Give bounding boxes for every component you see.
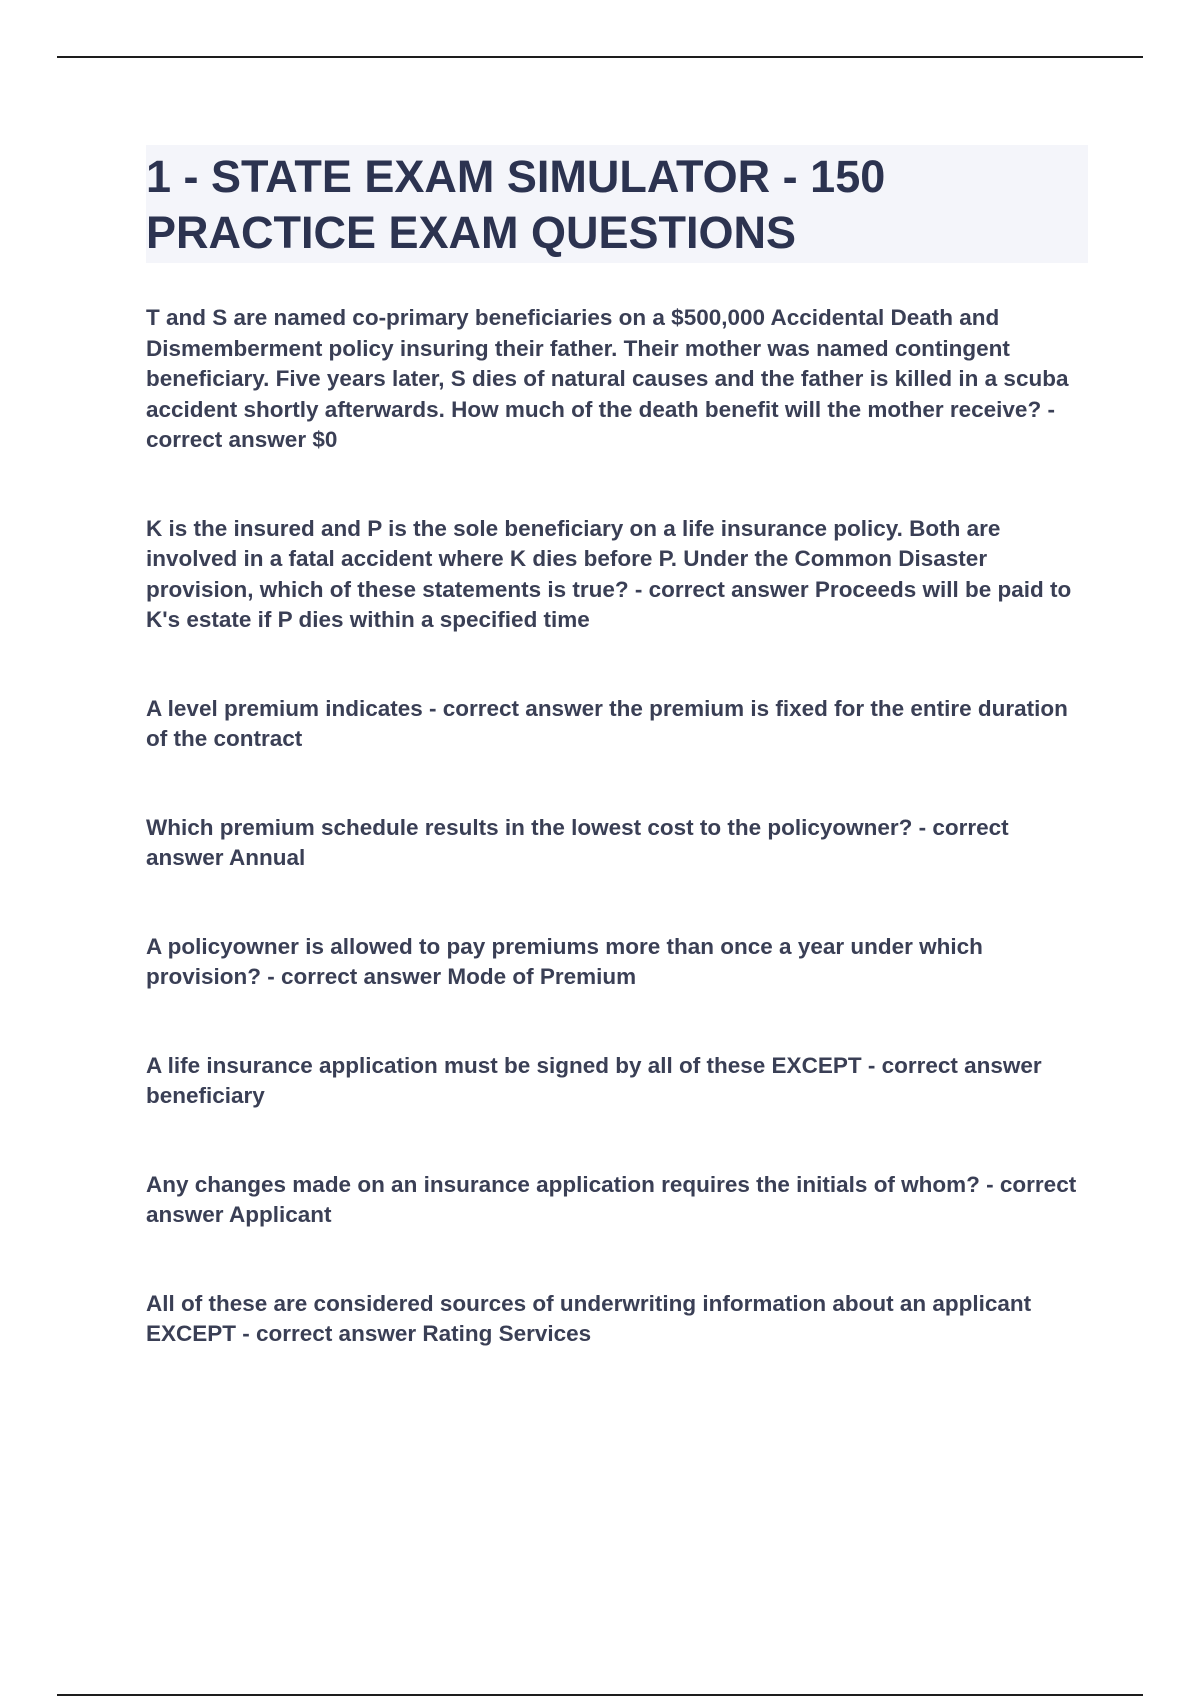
document-title: 1 - STATE EXAM SIMULATOR - 150 PRACTICE EXAM QUESTIONS: [146, 151, 886, 258]
qa-item: A level premium indicates - correct answer the premium is fixed for the entire duration of the contract: [146, 695, 1068, 751]
qa-item: Any changes made on an insurance application requires the initials of whom? - correct answer Applicant: [146, 1171, 1077, 1227]
qa-item: A policyowner is allowed to pay premiums more than once a year under which provision? - correct answer Mode of Premium: [146, 933, 983, 989]
top-rule: [57, 56, 1143, 58]
qa-list: [146, 303, 1088, 1350]
qa-item: T and S are named co-primary beneficiaries on a $500,000 Accidental Death and Dismemberment policy insuring their father. Their mother was named contingent beneficiary. Five years later, S dies of natural causes and the father is killed in a scuba accident shortly afterwards. How much of the death benefit will the mother receive? - correct answer $0: [146, 305, 1069, 452]
qa-item: All of these are considered sources of underwriting information about an applicant EXCEPT - correct answer Rating Services: [146, 1290, 1032, 1346]
qa-item: K is the insured and P is the sole beneficiary on a life insurance policy. Both are involved in a fatal accident where K dies before P. Under the Common Disaster provision, which of these statements is true? - correct answer Proceeds will be paid to K's estate if P dies within a specified time: [146, 515, 1072, 632]
qa-item: A life insurance application must be signed by all of these EXCEPT - correct answer beneficiary: [146, 1052, 1042, 1108]
title-box: [146, 145, 1088, 263]
document-body: [146, 145, 1088, 1350]
qa-item: Which premium schedule results in the lowest cost to the policyowner? - correct answer Annual: [146, 814, 1009, 870]
bottom-rule: [57, 1694, 1143, 1696]
